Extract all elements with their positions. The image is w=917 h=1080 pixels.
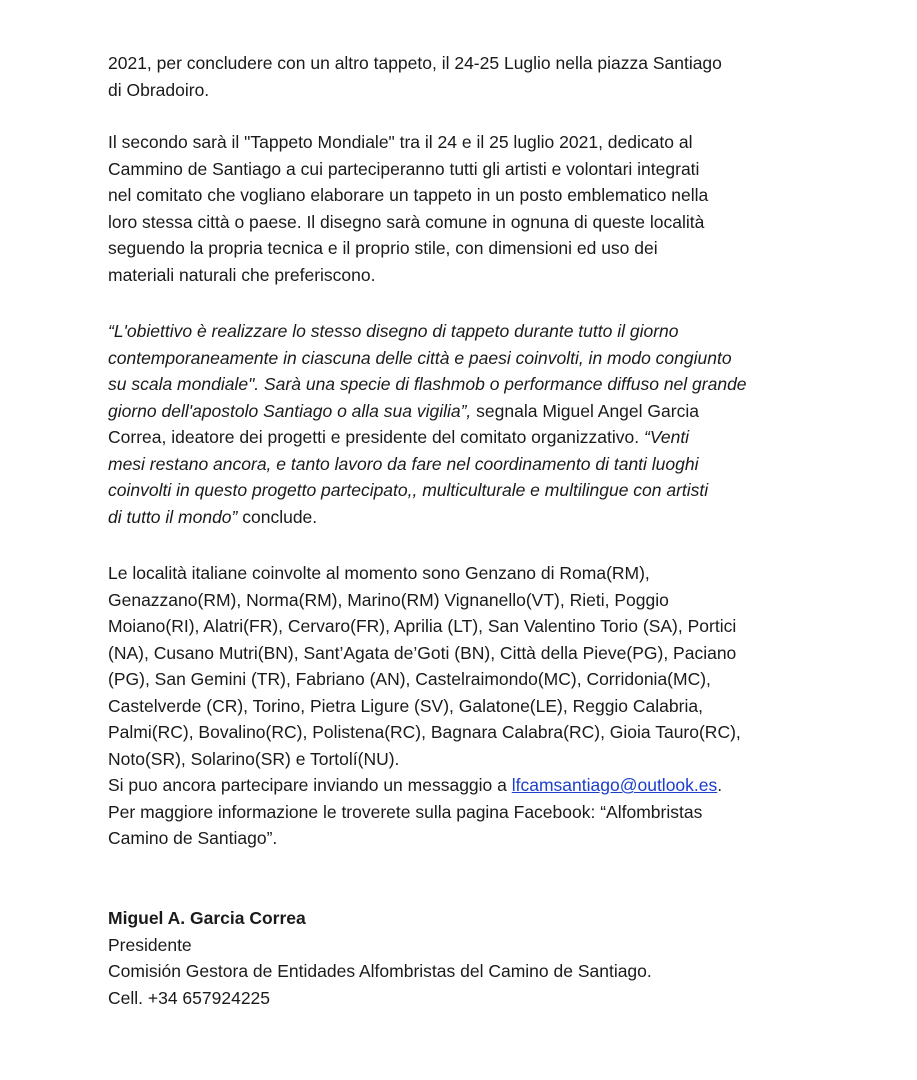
signatory-name: Miguel A. Garcia Correa: [108, 908, 306, 928]
email-link[interactable]: lfcamsantiago@outlook.es: [511, 775, 718, 795]
text-line: di Obradoiro.: [108, 79, 210, 100]
text-line: materiali naturali che preferiscono.: [108, 264, 376, 285]
text-line: Cammino de Santiago a cui parteciperanno tutti gli artisti e volontari integrati: [108, 158, 700, 179]
text-line: (NA), Cusano Mutri(BN), Sant’Agata de’Goti (BN), Città della Pieve(PG), Paciano: [108, 642, 737, 663]
attribution-text: segnala Miguel Angel Garcia: [471, 400, 699, 421]
text-line: [108, 451, 828, 478]
paragraph-tappeto-mondiale: [108, 129, 828, 288]
attribution-text: conclude.: [237, 506, 318, 527]
text-line: Genazzano(RM), Norma(RM), Marino(RM) Vignanello(VT), Rieti, Poggio: [108, 589, 669, 610]
paragraph-quote: [108, 318, 828, 530]
text-line: Camino de Santiago”.: [108, 828, 278, 848]
text-line: [108, 504, 828, 531]
text-line: loro stessa città o paese. Il disegno sarà comune in ognuna di queste località: [108, 211, 705, 232]
text-line: Noto(SR), Solarino(SR) e Tortolí(NU).: [108, 748, 400, 769]
quote-text: giorno dell'apostolo Santiago o alla sua vigilia”,: [108, 400, 472, 421]
text-line: [108, 477, 828, 504]
text-line: [108, 398, 828, 425]
text-line: [108, 345, 828, 372]
contact-text: Si puo ancora partecipare inviando un messaggio a: [108, 775, 512, 795]
text-line: Palmi(RC), Bovalino(RC), Polistena(RC), Bagnara Calabra(RC), Gioia Tauro(RC),: [108, 722, 741, 742]
text-line: Moiano(RI), Alatri(FR), Cervaro(FR), Aprilia (LT), San Valentino Torio (SA), Portici: [108, 616, 737, 636]
text-line: Il secondo sarà il "Tappeto Mondiale" tra il 24 e il 25 luglio 2021, dedicato al: [108, 132, 693, 152]
text-line: [108, 424, 828, 451]
quote-text: su scala mondiale". Sarà una specie di flashmob o performance diffuso nel grande: [108, 374, 747, 394]
signatory-organization: Comisión Gestora de Entidades Alfombristas del Camino de Santiago.: [108, 961, 652, 981]
paragraph-localities: [108, 560, 828, 852]
text-line: [108, 772, 828, 799]
text-line: Castelverde (CR), Torino, Pietra Ligure (SV), Galatone(LE), Reggio Calabria,: [108, 695, 703, 716]
signatory-phone: Cell. +34 657924225: [108, 987, 271, 1008]
signatory-title: Presidente: [108, 934, 192, 955]
text-line: [108, 318, 828, 345]
text-line: Per maggiore informazione le troverete sulla pagina Facebook: “Alfombristas: [108, 801, 703, 822]
text-line: [108, 371, 828, 398]
quote-text: di tutto il mondo”: [108, 506, 238, 527]
contact-text: .: [717, 775, 723, 795]
paragraph-intro-end: [108, 50, 828, 103]
attribution-text: Correa, ideatore dei progetti e presidente del comitato organizzativo.: [108, 427, 644, 447]
quote-text: mesi restano ancora, e tanto lavoro da fare nel coordinamento di tanti luoghi: [108, 453, 699, 474]
quote-text: “L'obiettivo è realizzare lo stesso disegno di tappeto durante tutto il giorno: [108, 321, 679, 341]
text-line: 2021, per concludere con un altro tappeto, il 24-25 Luglio nella piazza Santiago: [108, 53, 722, 73]
text-line: nel comitato che vogliano elaborare un tappeto in un posto emblematico nella: [108, 185, 709, 205]
text-line: Le località italiane coinvolte al momento sono Genzano di Roma(RM),: [108, 563, 650, 583]
quote-text: contemporaneamente in ciascuna delle città e paesi coinvolti, in modo congiunto: [108, 347, 732, 368]
text-line: seguendo la propria tecnica e il proprio stile, con dimensioni ed uso dei: [108, 238, 658, 258]
text-line: (PG), San Gemini (TR), Fabriano (AN), Castelraimondo(MC), Corridonia(MC),: [108, 669, 711, 689]
quote-text: “Venti: [644, 427, 690, 447]
signature-block: [108, 905, 828, 1011]
quote-text: coinvolti in questo progetto partecipato,, multiculturale e multilingue con artisti: [108, 480, 709, 500]
